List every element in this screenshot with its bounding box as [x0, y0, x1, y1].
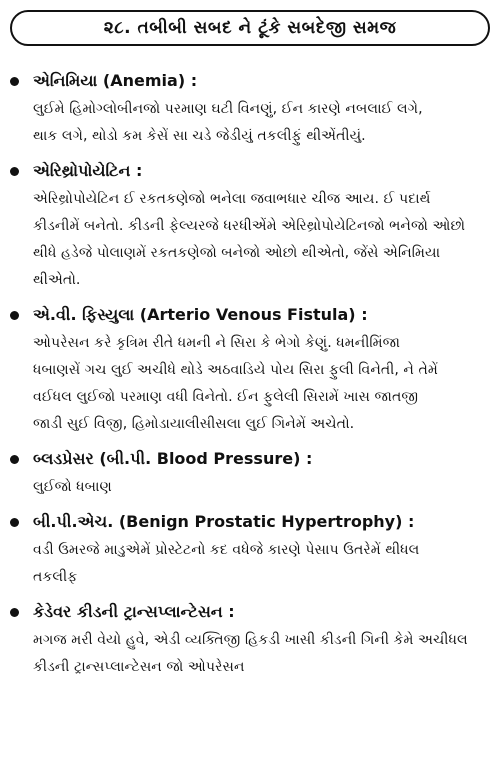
entry-term: કેડેવર કીડની ટ્રાન્સપ્લાન્ટેસન :	[33, 602, 235, 621]
definition-line: ધબાણસેં ગચ લુઈ અચીધે થોડે અઠવાડિયે પોય સિરા ફુલી વિનેતી, ને તેમેં	[33, 362, 438, 378]
entry-header	[0, 300, 500, 330]
chapter-title: ૨૮. તબીબી સબદ ને ટૂંકે સબદેજી સમજ	[103, 18, 397, 38]
entry-term: બ્લડપ્રેસર (બી.પી. Blood Pressure) :	[33, 449, 313, 468]
glossary-entry	[0, 156, 500, 294]
definition-line: થીએતો.	[33, 272, 81, 288]
glossary-entry	[0, 66, 500, 150]
entry-header	[0, 444, 500, 474]
bullet-icon	[10, 608, 19, 617]
entry-definition	[0, 474, 500, 501]
entry-term: એરિથ્રોપોયેટિન :	[33, 161, 143, 180]
definition-line: થાક લગે, થોડો કમ કેસેં સા ચડે જેડીયું તકલીફું થીએંતીયું.	[33, 128, 366, 144]
bullet-icon	[10, 77, 19, 86]
chapter-title-banner	[10, 10, 490, 46]
definition-line: ઓપરેસન કરે કૃત્રિમ રીતે ધમની ને સિરા કે ભેગો કેણું. ધમનીમિંજા	[33, 335, 401, 351]
definition-line: લુઈમે હિમોગ્લોબીનજો પરમાણ ઘટી વિનણું, ઈન કારણે નબલાઈ લગે,	[33, 101, 423, 117]
entry-definition	[0, 96, 500, 150]
bullet-icon	[10, 311, 19, 320]
entry-header	[0, 507, 500, 537]
bullet-icon	[10, 518, 19, 527]
definition-line: કીડની ટ્રાન્સપ્લાન્ટેસન જો ઓપરેસન	[33, 659, 245, 675]
glossary-entry	[0, 507, 500, 591]
entry-definition	[0, 537, 500, 591]
definition-line: એરિથ્રોપોયેટિન ઈ રકતકણેજો ભનેલા જવાભધાર ચીજ આય. ઈ પદાર્થ	[33, 191, 431, 207]
glossary-entry	[0, 300, 500, 438]
definition-line: થીધે હડેજે પોલાણમેં રકતકણેજો બનેજો ઓછો થીએતો, જેંસે એનિમિયા	[33, 245, 441, 261]
glossary-entry	[0, 444, 500, 501]
definition-line: મગજ મરી વેયો હુવે, એડી વ્યક્તિજી હિકડી ખાસી કીડની ગિની કેમે અચીધલ	[33, 632, 468, 648]
entry-term: બી.પી.એચ. (Benign Prostatic Hypertrophy) :	[33, 512, 415, 531]
entry-header	[0, 597, 500, 627]
bullet-icon	[10, 167, 19, 176]
definition-line: કીડનીમેં બનેતો. કીડની ફેલ્યરજે ધરધીએંમે એરિથ્રોપોયેટિનજો ભનેજો ઓછો	[33, 218, 466, 234]
entry-definition	[0, 627, 500, 681]
glossary-list	[0, 66, 500, 681]
definition-line: જાડી સુઈ વિજી, હિમોડાયાલીસીસલા લુઈ ગિનેમેં અચેતો.	[33, 416, 355, 432]
entry-header	[0, 66, 500, 96]
entry-definition	[0, 186, 500, 294]
bullet-icon	[10, 455, 19, 464]
definition-line: વઈધલ લુઈજો પરમાણ વધી વિનેતો. ઈન ફુલેલી સિરામેં ખાસ જાતજી	[33, 389, 419, 405]
definition-line: વડી ઉમરજે માડુએમેં પ્રોસ્ટેટનો કદ વધેજે કારણે પેસાપ ઉતરેમેં થીધલ	[33, 542, 420, 558]
entry-term: એ.વી. ફિસ્યુલા (Arterio Venous Fistula) :	[33, 305, 368, 324]
definition-line: તકલીફ	[33, 569, 78, 585]
entry-term: એનિમિયા (Anemia) :	[33, 71, 198, 90]
entry-header	[0, 156, 500, 186]
entry-definition	[0, 330, 500, 438]
glossary-entry	[0, 597, 500, 681]
definition-line: લુઈજો ધબાણ	[33, 479, 112, 495]
